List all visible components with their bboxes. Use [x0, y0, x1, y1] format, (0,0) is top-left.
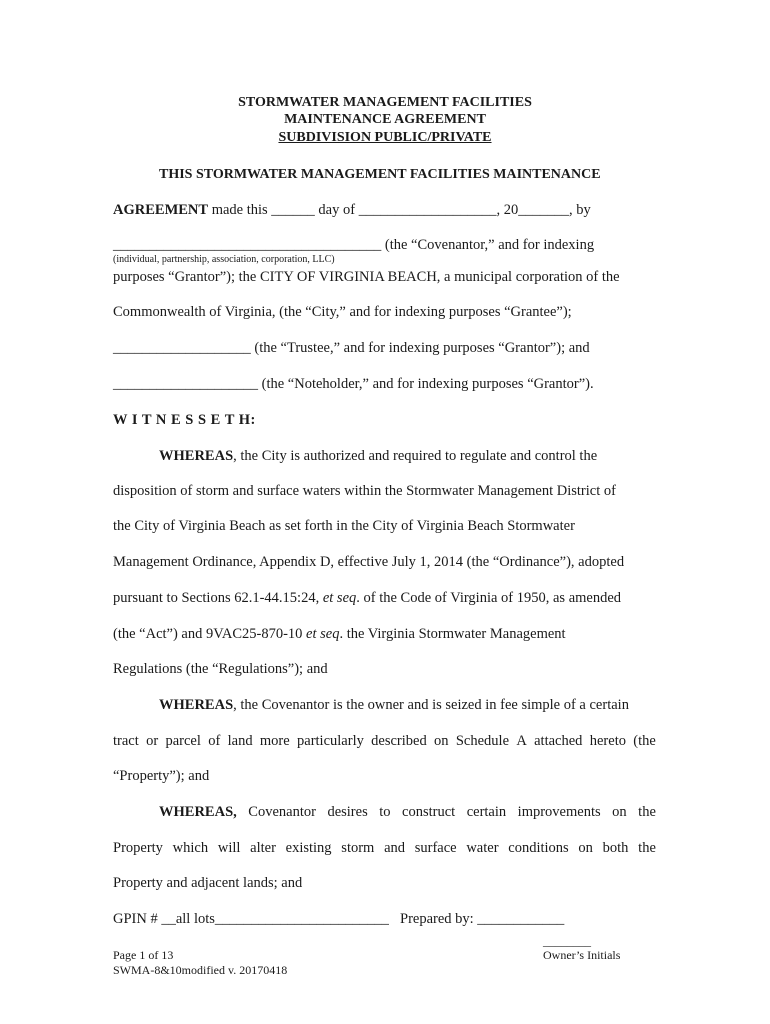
para1-line-3: the City of Virginia Beach as set forth in the City of Virginia Beach Stormwater — [113, 518, 575, 534]
document-version: SWMA-8&10modified v. 20170418 — [113, 963, 288, 977]
agreement-line — [113, 201, 591, 219]
whereas-2: WHEREAS — [159, 697, 234, 713]
covenantor-line: _____________________________________ (the “Covenantor,” and for indexing — [113, 237, 595, 253]
para3-line-2: Property which will alter existing storm and surface water conditions on both the — [113, 840, 656, 856]
para2-line-1: WHEREAS, the Covenantor is the owner and is seized in fee simple of a certain — [159, 697, 629, 713]
prepared-by-field: Prepared by: ____________ — [400, 911, 565, 927]
para2-line-2: tract or parcel of land more particularly described on Schedule A attached hereto (the — [113, 733, 656, 749]
initials-line: ________ — [543, 934, 591, 948]
gpin-field: GPIN # __all lots________________________ — [113, 911, 389, 927]
agreement-word: AGREEMENT — [113, 202, 209, 218]
intro-heading: THIS STORMWATER MANAGEMENT FACILITIES MAINTENANCE — [159, 167, 601, 182]
whereas-1: WHEREAS — [159, 448, 234, 464]
page-number: Page 1 of 13 — [113, 948, 174, 962]
title-line-2: MAINTENANCE AGREEMENT — [284, 112, 486, 127]
para3-line-1: WHEREAS, Covenantor desires to construct certain improvements on the — [159, 804, 656, 820]
para3-line-3: Property and adjacent lands; and — [113, 875, 303, 891]
owners-initials-label: Owner’s Initials — [543, 948, 621, 962]
para1-line-2: disposition of storm and surface waters within the Stormwater Management District of — [113, 483, 616, 499]
title-line-3: SUBDIVISION PUBLIC/PRIVATE — [278, 130, 492, 145]
grantor-line: purposes “Grantor”); the CITY OF VIRGINIA BEACH, a municipal corporation of the — [113, 269, 620, 285]
noteholder-line: ____________________ (the “Noteholder,” and for indexing purposes “Grantor”). — [113, 376, 594, 392]
witnesseth-heading: W I T N E S S E T H: — [113, 412, 256, 428]
para2-line-3: “Property”); and — [113, 768, 210, 784]
whereas-3: WHEREAS, — [159, 804, 237, 820]
para1-line-1: WHEREAS, the City is authorized and required to regulate and control the — [159, 448, 598, 464]
para1-line-4: Management Ordinance, Appendix D, effective July 1, 2014 (the “Ordinance”), adopted — [113, 554, 625, 570]
para1-line-5: pursuant to Sections 62.1-44.15:24, et seq. of the Code of Virginia of 1950, as amended — [113, 590, 622, 606]
title-line-1: STORMWATER MANAGEMENT FACILITIES — [238, 95, 532, 110]
para1-line-6: (the “Act”) and 9VAC25-870-10 et seq. the Virginia Stormwater Management — [113, 626, 566, 642]
para1-line-7: Regulations (the “Regulations”); and — [113, 661, 328, 677]
commonwealth-line: Commonwealth of Virginia, (the “City,” and for indexing purposes “Grantee”); — [113, 304, 572, 320]
trustee-line: ___________________ (the “Trustee,” and for indexing purposes “Grantor”); and — [113, 340, 590, 356]
entity-types-caption: (individual, partnership, association, corporation, LLC) — [113, 254, 335, 265]
agreement-date-blanks: made this ______ day of ___________________, 20_______, by — [208, 202, 591, 218]
